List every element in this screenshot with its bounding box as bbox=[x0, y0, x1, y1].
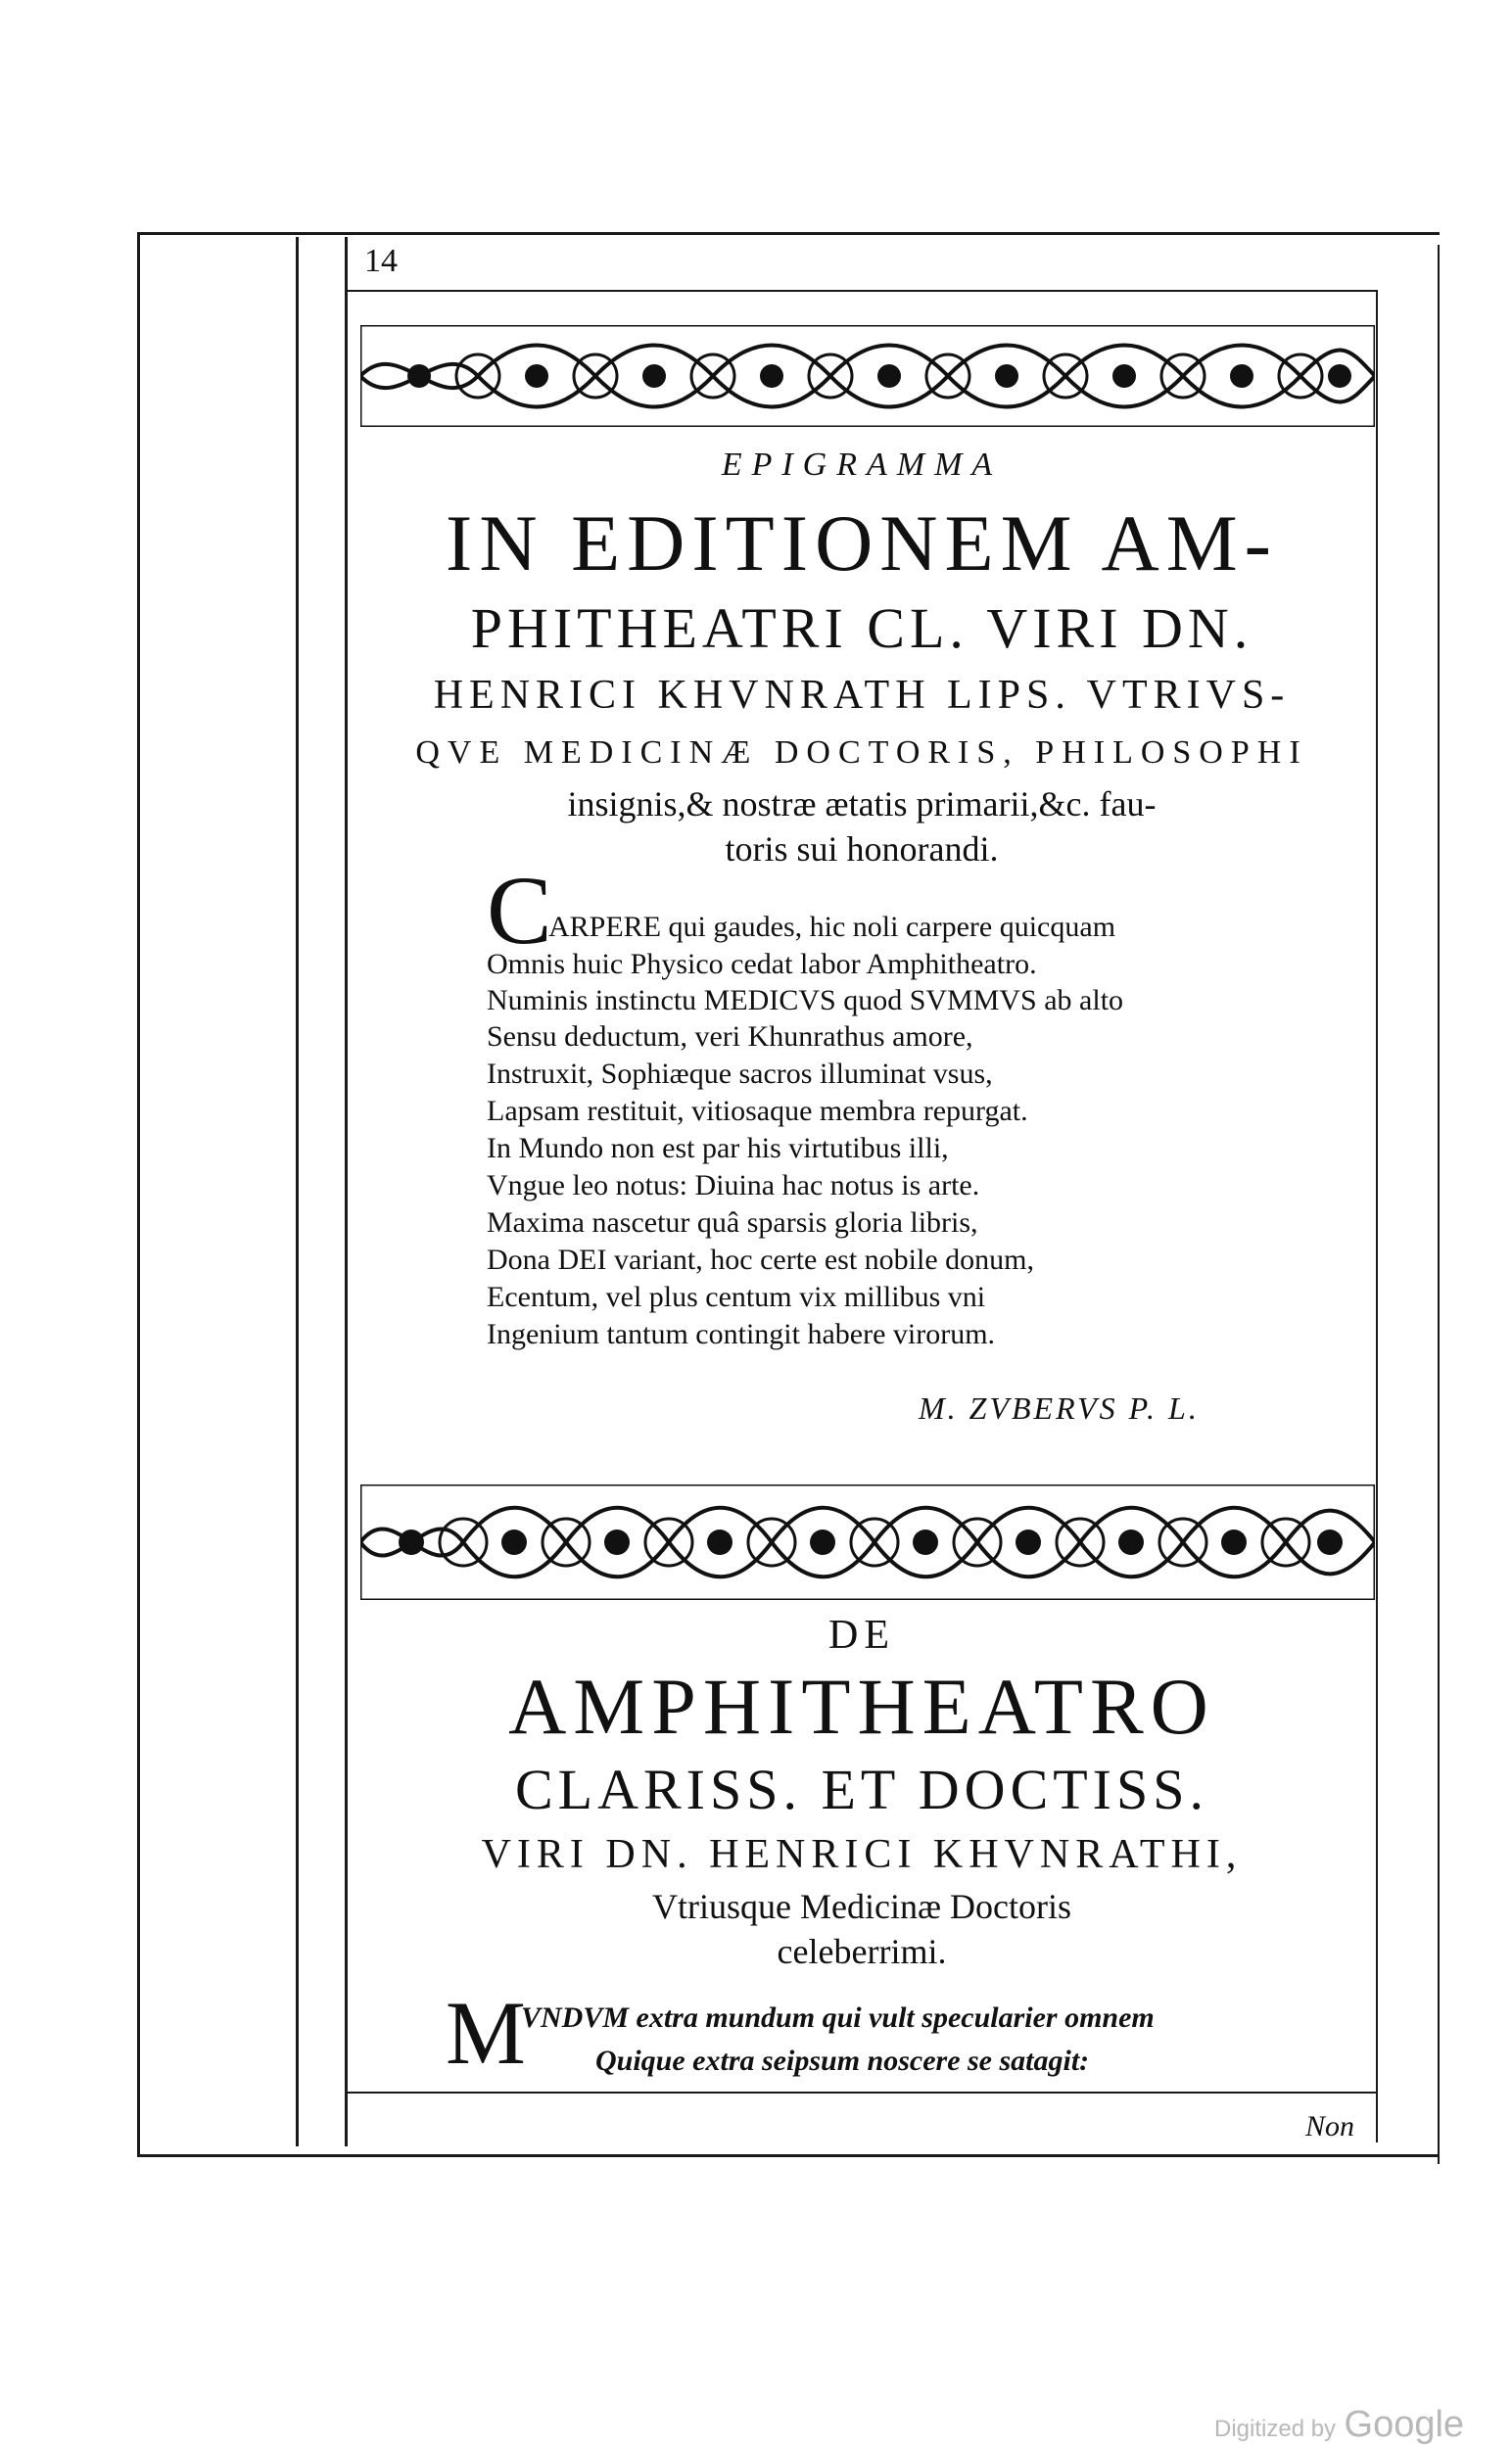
verse-line: Ingenium tantum contingit habere virorum. bbox=[487, 1318, 996, 1350]
verse-line: Vngue leo notus: Diuina hac notus is arte. bbox=[487, 1169, 980, 1201]
google-logo: Google bbox=[1344, 2404, 1465, 2445]
text-right-rule bbox=[1376, 292, 1378, 2142]
verse-line: Omnis huic Physico cedat labor Amphitheatro. bbox=[487, 948, 1037, 980]
second-title-line-4: Vtriusque Medicinæ Doctoris bbox=[652, 1887, 1071, 1926]
epigram-title-line-3: HENRICI KHVNRATH LIPS. VTRIVS- bbox=[433, 673, 1291, 718]
second-verse-line-1: VNDVM extra mundum qui vult specularier omnem bbox=[521, 2001, 1155, 2034]
footer-rule bbox=[348, 2092, 1378, 2094]
ornament-band-middle bbox=[360, 1484, 1375, 1600]
verse-line: Maxima nascetur quâ sparsis gloria libris, bbox=[487, 1206, 978, 1239]
verse-line: Lapsam restituit, vitiosaque membra repurgat. bbox=[487, 1095, 1028, 1127]
frame-left-outer bbox=[137, 232, 140, 2156]
frame-right-line bbox=[1438, 245, 1440, 2164]
frame-top-line bbox=[137, 232, 1440, 235]
watermark-prefix: Digitized by bbox=[1214, 2416, 1337, 2442]
verse-line: In Mundo non est par his virtutibus illi, bbox=[487, 1132, 949, 1164]
ornament-band-top bbox=[360, 325, 1375, 427]
page-number: 14 bbox=[364, 243, 398, 279]
epigram-title-line-4: QVE MEDICINÆ DOCTORIS, PHILOSOPHI bbox=[415, 734, 1308, 771]
frame-left-inner-a bbox=[296, 237, 299, 2146]
epigram-heading: EPIGRAMMA bbox=[721, 447, 1003, 483]
second-title-line-2: CLARISS. ET DOCTISS. bbox=[514, 1758, 1209, 1821]
second-title-line-1: AMPHITHEATRO bbox=[508, 1662, 1215, 1751]
signature: M. ZVBERVS P. L. bbox=[919, 1390, 1200, 1426]
verse-line: Numinis instinctu MEDICVS quod SVMMVS ab alto bbox=[487, 984, 1124, 1016]
verse-line: Ecentum, vel plus centum vix millibus vni bbox=[487, 1281, 986, 1313]
verse-line: Dona DEI variant, hoc certe est nobile donum, bbox=[487, 1244, 1034, 1276]
frame-bottom-line bbox=[137, 2154, 1440, 2157]
verse-line: Sensu deductum, veri Khunrathus amore, bbox=[487, 1020, 973, 1053]
epigram-title-line-2: PHITHEATRI CL. VIRI DN. bbox=[470, 596, 1253, 660]
second-drop-cap: M bbox=[446, 1983, 526, 2083]
epigram-title-line-5: insignis,& nostræ ætatis primarii,&c. fau- bbox=[567, 784, 1157, 824]
second-heading: DE bbox=[828, 1613, 895, 1658]
second-title-line-5: celeberrimi. bbox=[777, 1932, 947, 1971]
digitized-watermark bbox=[1214, 2404, 1464, 2446]
epigram-title-line-6: toris sui honorandi. bbox=[725, 829, 999, 869]
epigram-title-line-1: IN EDITIONEM AM- bbox=[446, 498, 1278, 588]
verse-line: ARPERE qui gaudes, hic noli carpere quicquam bbox=[548, 911, 1116, 943]
catchword: Non bbox=[1305, 2110, 1355, 2142]
second-verse-line-2: Quique extra seipsum noscere se satagit: bbox=[595, 2045, 1090, 2077]
epigram-drop-cap: C bbox=[487, 856, 552, 965]
header-rule bbox=[348, 290, 1378, 292]
verse-line: Instruxit, Sophiæque sacros illuminat vsus, bbox=[487, 1058, 993, 1090]
second-title-line-3: VIRI DN. HENRICI KHVNRATHI, bbox=[481, 1832, 1243, 1877]
